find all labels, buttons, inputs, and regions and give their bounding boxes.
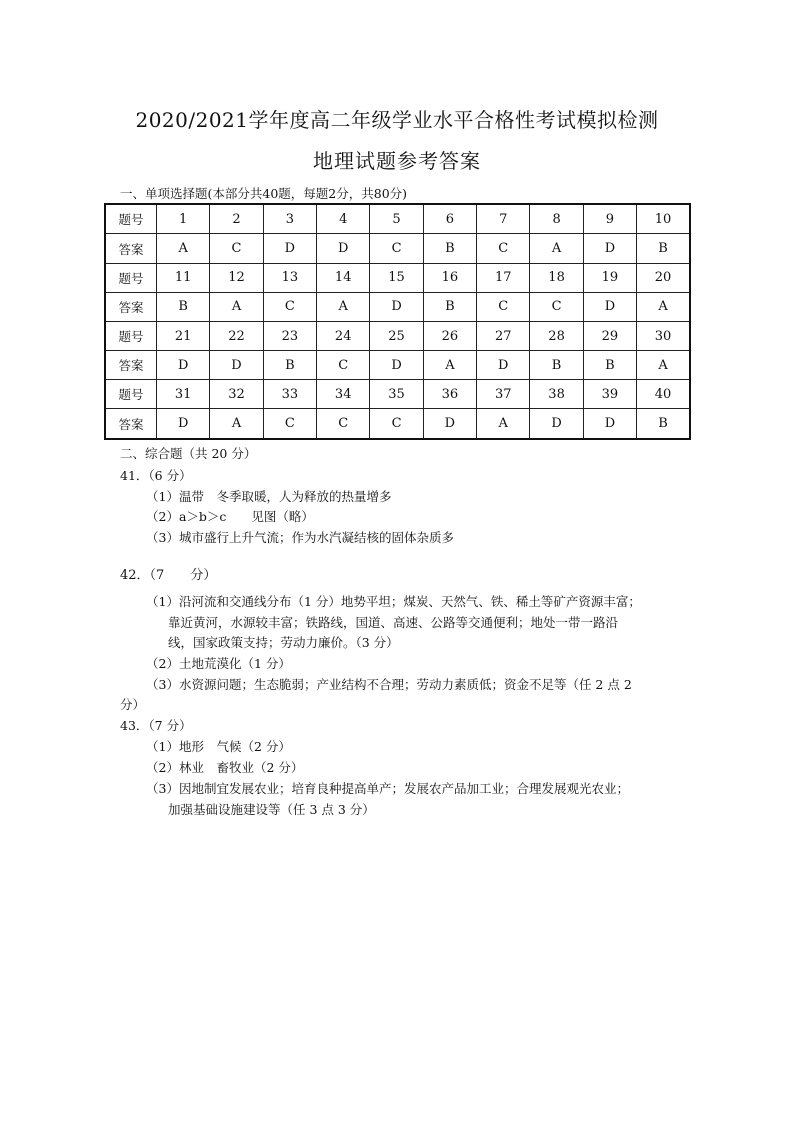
question-number-cell: 40 (637, 380, 690, 409)
q42-item-2: （2）土地荒漠化（1 分） (146, 656, 291, 671)
question-number-label: 题号 (105, 204, 157, 234)
question-number-cell: 14 (317, 263, 370, 292)
answer-cell: B (637, 234, 690, 263)
answer-cell: B (423, 292, 476, 321)
answer-cell: A (157, 234, 210, 263)
answer-cell: D (530, 409, 583, 439)
answer-cell: D (423, 409, 476, 439)
question-number-cell: 24 (317, 321, 370, 350)
question-number-cell: 29 (583, 321, 636, 350)
answer-cell: C (370, 409, 423, 439)
answer-cell: A (637, 292, 690, 321)
answer-cell: B (263, 351, 316, 380)
q41-number: 41．（6 分） (120, 468, 192, 483)
question-number-cell: 5 (370, 204, 423, 234)
question-number-cell: 19 (583, 263, 636, 292)
answer-cell: A (210, 292, 263, 321)
question-number-cell: 34 (317, 380, 370, 409)
q42-item-1-line3: 线，国家政策支持；劳动力廉价。（3 分） (168, 635, 399, 650)
section-2-heading: 二、综合题（共 20 分） (120, 446, 257, 461)
q42-item-1-line1: （1）沿河流和交通线分布（1 分）地势平坦；煤炭、天然气、铁、稀土等矿产资源丰富； (146, 594, 641, 609)
q43-item-2: （2）林业 畜牧业（2 分） (146, 760, 304, 775)
page-subtitle: 地理试题参考答案 (313, 149, 481, 173)
answer-label: 答案 (105, 409, 157, 439)
page-title: 2020/2021学年度高二年级学业水平合格性考试模拟检测 (135, 108, 659, 132)
answer-cell: D (317, 234, 370, 263)
question-number-cell: 39 (583, 380, 636, 409)
answer-row (105, 234, 690, 263)
answer-label: 答案 (105, 351, 157, 380)
question-number-cell: 32 (210, 380, 263, 409)
question-number-cell: 38 (530, 380, 583, 409)
answer-label: 答案 (105, 234, 157, 263)
question-number-cell: 35 (370, 380, 423, 409)
answer-cell: C (530, 292, 583, 321)
answer-table (104, 203, 691, 440)
question-number-label: 题号 (105, 263, 157, 292)
q43-item-3-line1: （3）因地制宜发展农业；培育良种提高单产；发展农产品加工业；合理发展观光农业； (146, 781, 629, 796)
answer-cell: B (423, 234, 476, 263)
answer-row (105, 409, 690, 439)
question-number-cell: 3 (263, 204, 316, 234)
answer-cell: C (317, 351, 370, 380)
question-number-cell: 17 (477, 263, 530, 292)
question-number-cell: 12 (210, 263, 263, 292)
answer-cell: D (370, 292, 423, 321)
question-number-cell: 4 (317, 204, 370, 234)
question-number-cell: 21 (157, 321, 210, 350)
question-number-cell: 27 (477, 321, 530, 350)
answer-cell: C (370, 234, 423, 263)
answer-cell: D (157, 351, 210, 380)
question-number-cell: 13 (263, 263, 316, 292)
question-number-cell: 15 (370, 263, 423, 292)
q43-item-3-line2: 加强基础设施建设等（任 3 点 3 分） (168, 802, 375, 817)
answer-cell: C (263, 292, 316, 321)
question-number-cell: 11 (157, 263, 210, 292)
q41-item-3: （3）城市盛行上升气流；作为水汽凝结核的固体杂质多 (146, 530, 454, 545)
answer-cell: B (530, 351, 583, 380)
question-number-cell: 20 (637, 263, 690, 292)
answer-cell: D (370, 351, 423, 380)
question-number-cell: 28 (530, 321, 583, 350)
answer-cell: B (583, 351, 636, 380)
answer-row (105, 351, 690, 380)
answer-cell: C (210, 234, 263, 263)
question-row (105, 380, 690, 409)
answer-cell: A (637, 351, 690, 380)
question-number-cell: 7 (477, 204, 530, 234)
answer-cell: A (530, 234, 583, 263)
question-number-cell: 18 (530, 263, 583, 292)
q42-item-3-line2: 分） (120, 697, 146, 712)
q43-number: 43．（7 分） (120, 718, 192, 733)
answer-cell: A (317, 292, 370, 321)
question-row (105, 321, 690, 350)
question-number-label: 题号 (105, 321, 157, 350)
answer-cell: D (477, 351, 530, 380)
question-number-cell: 23 (263, 321, 316, 350)
question-number-label: 题号 (105, 380, 157, 409)
question-number-cell: 8 (530, 204, 583, 234)
answer-cell: D (157, 409, 210, 439)
question-number-cell: 31 (157, 380, 210, 409)
q41-item-2: （2）a＞b＞c 见图（略） (146, 509, 314, 524)
q42-item-1-line2: 靠近黄河，水源较丰富；铁路线，国道、高速、公路等交通便利；地处一带一路沿 (168, 615, 619, 630)
question-number-cell: 1 (157, 204, 210, 234)
answer-cell: D (263, 234, 316, 263)
question-number-cell: 2 (210, 204, 263, 234)
answer-cell: C (477, 234, 530, 263)
answer-cell: D (583, 292, 636, 321)
answer-label: 答案 (105, 292, 157, 321)
answer-cell: B (637, 409, 690, 439)
q42-number: 42．（7 分） (120, 568, 217, 583)
answer-cell: D (210, 351, 263, 380)
question-number-cell: 36 (423, 380, 476, 409)
question-number-cell: 25 (370, 321, 423, 350)
answer-cell: A (423, 351, 476, 380)
q41-item-1: （1）温带 冬季取暖，人为释放的热量增多 (146, 489, 392, 504)
answer-cell: A (477, 409, 530, 439)
question-number-cell: 6 (423, 204, 476, 234)
answer-cell: C (477, 292, 530, 321)
question-number-cell: 30 (637, 321, 690, 350)
answer-row (105, 292, 690, 321)
section-1-heading: 一、单项选择题(本部分共40题，每题2分，共80分) (120, 186, 408, 201)
answer-cell: A (210, 409, 263, 439)
question-number-cell: 22 (210, 321, 263, 350)
question-number-cell: 16 (423, 263, 476, 292)
question-number-cell: 37 (477, 380, 530, 409)
question-number-cell: 33 (263, 380, 316, 409)
q42-item-3-line1: （3）水资源问题；生态脆弱；产业结构不合理；劳动力素质低；资金不足等（任 2 点 2 (146, 677, 632, 692)
question-number-cell: 26 (423, 321, 476, 350)
q43-item-1: （1）地形 气候（2 分） (146, 739, 291, 754)
question-number-cell: 9 (583, 204, 636, 234)
answer-cell: D (583, 409, 636, 439)
answer-cell: C (317, 409, 370, 439)
question-row (105, 263, 690, 292)
answer-cell: B (157, 292, 210, 321)
question-row (105, 204, 690, 234)
answer-cell: D (583, 234, 636, 263)
answer-cell: C (263, 409, 316, 439)
question-number-cell: 10 (637, 204, 690, 234)
